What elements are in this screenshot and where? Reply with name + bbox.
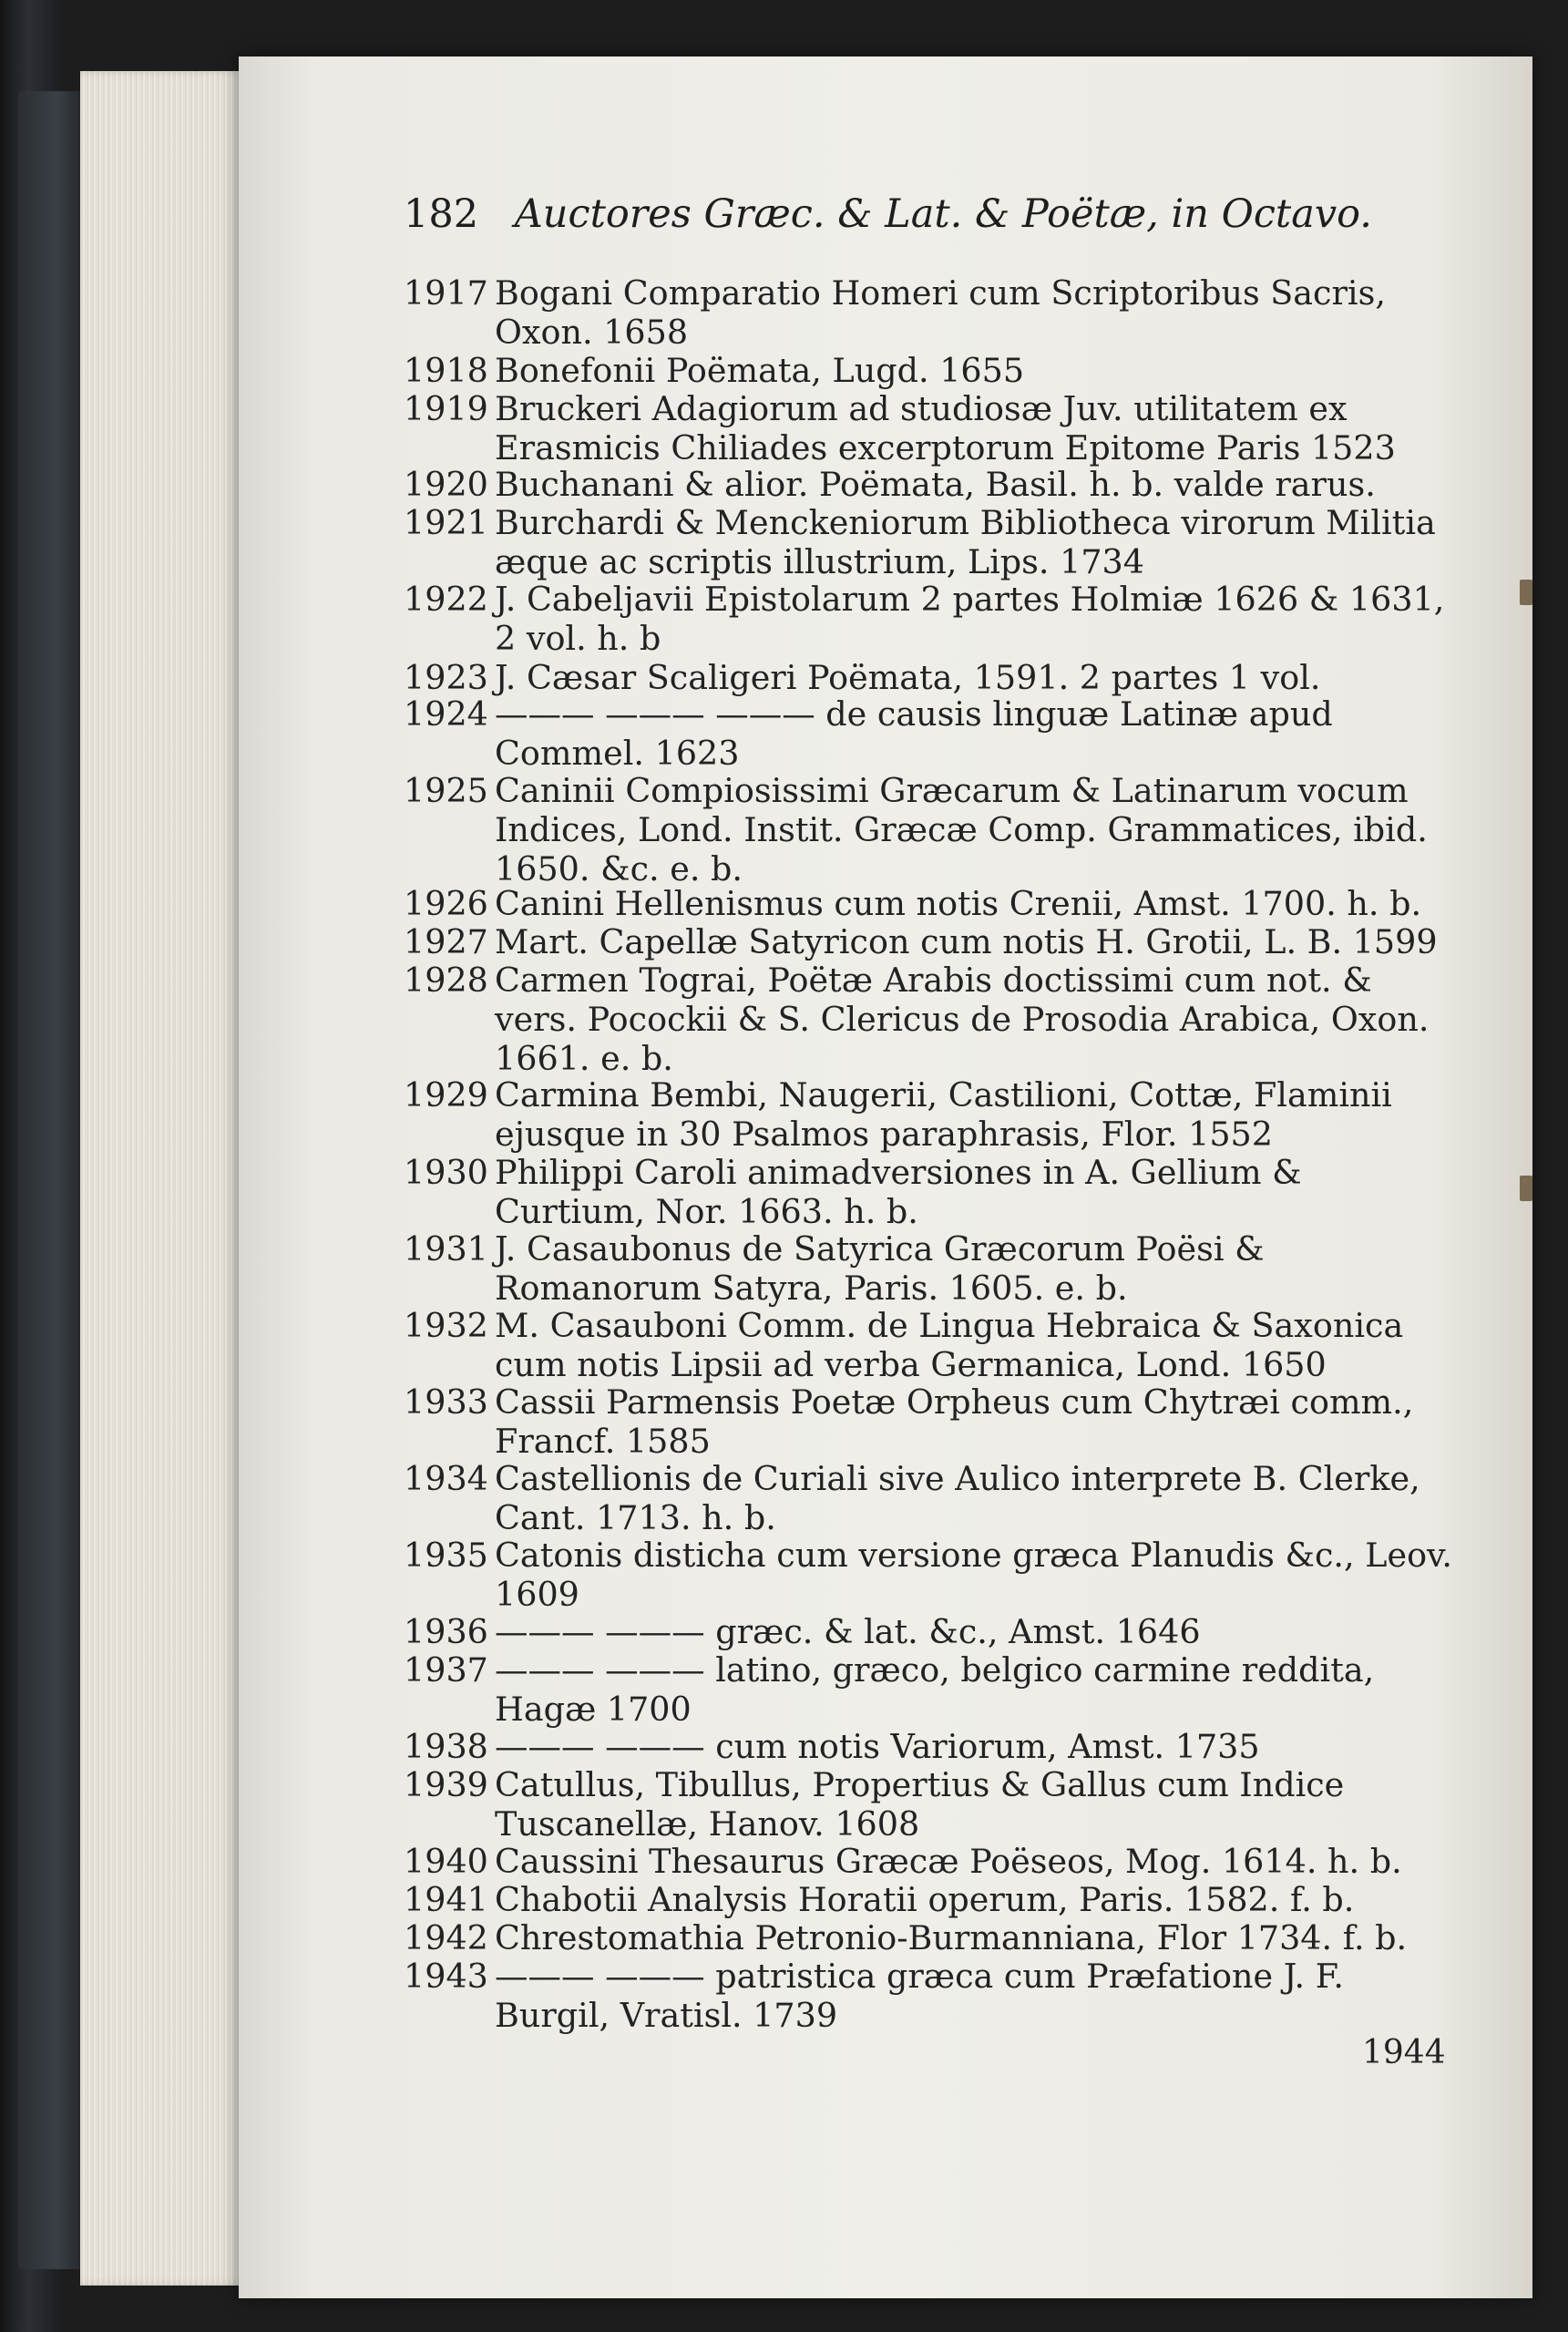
entry-text: M. Casauboni Comm. de Lingua Hebraica & Saxonica cum notis Lipsii ad verba Germanica, Lond. 1650 (495, 1306, 1404, 1384)
entry-text: Caninii Compiosissimi Græcarum & Latinarum vocum Indices, Lond. Instit. Græcæ Comp. Grammatices, ibid. 1650. &c. e. b. (495, 771, 1428, 889)
catalog-entry (404, 694, 1460, 773)
catalog-entry (404, 961, 1460, 1078)
entry-text: Burchardi & Menckeniorum Bibliotheca virorum Militia æque ac scriptis illustrium, Lips. 1734 (495, 503, 1436, 581)
catalog-entry (404, 1459, 1460, 1537)
catalog-entry (404, 1880, 1460, 1919)
entry-text: ——— ——— cum notis Variorum, Amst. 1735 (495, 1727, 1260, 1766)
entry-number: 1942 (404, 1918, 488, 1957)
entry-text: Caussini Thesaurus Græcæ Poëseos, Mog. 1614. h. b. (495, 1842, 1402, 1881)
entry-text: Chabotii Analysis Horatii operum, Paris. 1582. f. b. (495, 1880, 1355, 1919)
catalog-entry (404, 1842, 1460, 1881)
page-tab-marker (1520, 580, 1532, 605)
page-edges (80, 71, 249, 2286)
entry-text: Bonefonii Poëmata, Lugd. 1655 (495, 351, 1025, 390)
catalog-entry (404, 389, 1460, 467)
entry-number: 1920 (404, 465, 488, 504)
entry-text: Catullus, Tibullus, Propertius & Gallus cum Indice Tuscanellæ, Hanov. 1608 (495, 1765, 1345, 1844)
catalog-entry (404, 503, 1460, 581)
entry-text: J. Cæsar Scaligeri Poëmata, 1591. 2 partes 1 vol. (495, 658, 1321, 697)
catalog-entry (404, 884, 1460, 923)
catalog-entry (404, 1382, 1460, 1461)
entry-text: Carmen Tograi, Poëtæ Arabis doctissimi cum not. & vers. Pocockii & S. Clericus de Prosodia Arabica, Oxon. 1661. e. b. (495, 961, 1430, 1078)
entry-number: 1929 (404, 1075, 488, 1115)
catalog-entry (404, 922, 1460, 961)
entry-text: ——— ——— patristica græca cum Præfatione J. F. Burgil, Vratisl. 1739 (495, 1957, 1344, 2035)
catalog-entry (404, 580, 1460, 658)
catalog-entry (404, 771, 1460, 889)
entry-text: Buchanani & alior. Poëmata, Basil. h. b. valde rarus. (495, 465, 1376, 504)
catalog-entry (404, 465, 1460, 504)
entry-number: 1937 (404, 1650, 488, 1690)
entry-number: 1930 (404, 1153, 488, 1192)
catalog-entry (404, 1727, 1460, 1766)
entry-number: 1927 (404, 922, 488, 961)
running-title: Auctores Græc. & Lat. & Poëtæ, in Octavo. (514, 191, 1372, 237)
entry-text: ——— ——— ——— de causis linguæ Latinæ apud Commel. 1623 (495, 694, 1333, 773)
entry-text: Cassii Parmensis Poetæ Orpheus cum Chytræi comm., Francf. 1585 (495, 1382, 1414, 1461)
entry-text: Bruckeri Adagiorum ad studiosæ Juv. utilitatem ex Erasmicis Chiliades excerptorum Epitome Paris 1523 (495, 389, 1396, 467)
entry-number: 1917 (404, 273, 488, 313)
entry-number: 1936 (404, 1612, 488, 1651)
entry-number: 1928 (404, 961, 488, 1000)
catalog-entry (404, 1612, 1460, 1651)
entry-number: 1938 (404, 1727, 488, 1766)
entry-text: Castellionis de Curiali sive Aulico interprete B. Clerke, Cant. 1713. h. b. (495, 1459, 1420, 1537)
entry-number: 1926 (404, 884, 488, 923)
catalog-entry (404, 1650, 1460, 1729)
entry-number: 1934 (404, 1459, 488, 1498)
entry-number: 1919 (404, 389, 488, 428)
entry-text: Catonis disticha cum versione græca Planudis &c., Leov. 1609 (495, 1536, 1452, 1614)
entry-text: Mart. Capellæ Satyricon cum notis H. Grotii, L. B. 1599 (495, 922, 1438, 961)
book-cover-board (18, 91, 82, 2269)
entry-text: J. Casaubonus de Satyrica Græcorum Poësi & Romanorum Satyra, Paris. 1605. e. b. (495, 1229, 1265, 1308)
catalog-entry (404, 1536, 1460, 1614)
entry-text: Chrestomathia Petronio-Burmanniana, Flor 1734. f. b. (495, 1918, 1408, 1957)
entry-text: J. Cabeljavii Epistolarum 2 partes Holmiæ 1626 & 1631, 2 vol. h. b (495, 580, 1445, 658)
entry-number: 1922 (404, 580, 488, 619)
entry-text: Philippi Caroli animadversiones in A. Gellium & Curtium, Nor. 1663. h. b. (495, 1153, 1302, 1231)
catalog-entry (404, 1306, 1460, 1384)
page-tab-marker (1520, 1176, 1532, 1201)
catalog-entry (404, 1229, 1460, 1308)
catalog-entry (404, 658, 1460, 697)
page-header (404, 191, 1372, 237)
catchword: 1944 (1362, 2034, 1446, 2071)
entry-text: ——— ——— græc. & lat. &c., Amst. 1646 (495, 1612, 1201, 1651)
entry-number: 1939 (404, 1765, 488, 1804)
entry-text: Canini Hellenismus cum notis Crenii, Amst. 1700. h. b. (495, 884, 1422, 923)
entry-number: 1932 (404, 1306, 488, 1345)
entry-number: 1931 (404, 1229, 488, 1269)
catalog-entry (404, 1957, 1460, 2035)
entry-text: Bogani Comparatio Homeri cum Scriptoribus Sacris, Oxon. 1658 (495, 273, 1386, 352)
catalog-entry (404, 1075, 1460, 1154)
entry-text: ——— ——— latino, græco, belgico carmine reddita, Hagæ 1700 (495, 1650, 1375, 1729)
entry-number: 1940 (404, 1842, 488, 1881)
catalog-entry (404, 1765, 1460, 1844)
entry-number: 1925 (404, 771, 488, 810)
page-number: 182 (404, 191, 479, 237)
entry-text: Carmina Bembi, Naugerii, Castilioni, Cottæ, Flaminii ejusque in 30 Psalmos paraphrasis, Flor. 1552 (495, 1075, 1392, 1154)
entry-number: 1941 (404, 1880, 488, 1919)
entry-number: 1924 (404, 694, 488, 734)
entry-number: 1918 (404, 351, 488, 390)
catalog-entry (404, 1153, 1460, 1231)
entry-number: 1943 (404, 1957, 488, 1996)
entry-number: 1933 (404, 1382, 488, 1422)
catalog-entry (404, 273, 1460, 352)
catalog-entry (404, 1918, 1460, 1957)
entry-number: 1935 (404, 1536, 488, 1575)
entry-number: 1921 (404, 503, 488, 542)
catalog-entry (404, 351, 1460, 390)
entry-number: 1923 (404, 658, 488, 697)
